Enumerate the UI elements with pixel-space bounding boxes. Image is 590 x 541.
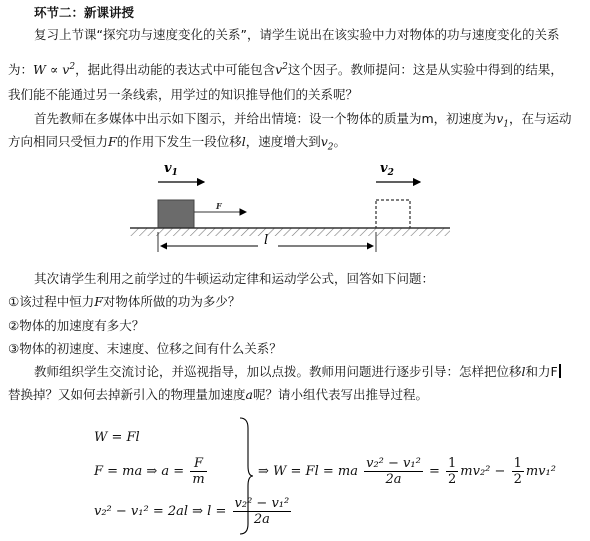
p1-line3: 我们能不能通过另一条线索，用学过的知识推导他们的关系呢？ xyxy=(8,87,359,102)
force-symbol: F xyxy=(108,134,117,149)
question-1: ①该过程中恒力F对物体所做的功为多少？ xyxy=(8,294,241,309)
fraction-half-2: $\frac{1}{2}$ xyxy=(513,456,522,487)
right-brace xyxy=(238,416,254,536)
block-dashed xyxy=(376,200,410,228)
fraction-velocity-over-2a: $\frac{\text{v₂² − v₁²}}{2a}$ xyxy=(234,496,290,527)
equation-work: W = Fl xyxy=(94,430,140,445)
p1-line2 xyxy=(8,58,582,79)
p2-line2: 方向相同只受恒力F的作用下发生一段位移l，速度增大到$v_2$。 xyxy=(8,134,347,153)
block-solid xyxy=(158,200,194,228)
force-label: F xyxy=(216,201,222,211)
p1-line2-post: 这个因子。教师提问：这是从实验中得到的结果， xyxy=(287,62,563,78)
p3-line5: 教师组织学生交流讨论，并巡视指导，加以点拨。教师用问题进行逐步引导：怎样把位移l和力F xyxy=(34,363,582,381)
equation-newton: F = ma ⇒ a = $\frac{F}{m}$ xyxy=(94,456,205,487)
question-3: ③物体的初速度、末速度、位移之间有什么关系？ xyxy=(8,341,282,356)
fraction-f-over-m: $\frac{F}{m}$ xyxy=(192,456,205,487)
p1-line2-mid: ，据此得出动能的表达式中可能包含 xyxy=(75,62,276,78)
p3-line6: 替换掉？又如何去掉新引入的物理量加速度a呢？请小组代表写出推导过程。 xyxy=(8,387,428,402)
equation-result: ⇒ W = Fl = ma $\frac{\text{v₂² − v₁²}}{2a}$ = $\frac{1}{2}$ mv₂² − $\frac{1}{2}$ mv₁² xyxy=(258,456,556,487)
text-caret xyxy=(559,364,561,378)
p3-intro: 其次请学生利用之前学过的牛顿运动定律和运动学公式，回答如下问题： xyxy=(34,271,435,286)
fraction-half-1: $\frac{1}{2}$ xyxy=(448,456,457,487)
question-2: ②物体的加速度有多大？ xyxy=(8,318,145,333)
p1-line1: 复习上节课“探究功与速度变化的关系”，请学生说出在该实验中力对物体的功与速度变化的关系 xyxy=(34,27,560,42)
v2-symbol: $v_2$ xyxy=(320,134,334,153)
p2-line1: 首先教师在多媒体中出示如下图示，并给出情境：设一个物体的质量为m，初速度为$v_1$，在与运动 xyxy=(34,111,572,130)
v1-symbol: $v_1$ xyxy=(496,111,509,130)
fraction-result: $\frac{\text{v₂² − v₁²}}{2a}$ xyxy=(366,456,421,487)
work-proportional-formula: $W \propto v^2$ xyxy=(33,62,76,78)
motion-diagram xyxy=(130,160,450,260)
v-squared: $v^2$ xyxy=(275,62,288,78)
equation-kinematics: v₂² − v₁² = 2al ⇒ l = $\frac{\text{v₂² − v₁²}}{2a}$ xyxy=(94,496,290,527)
v1-label: $v_1$ xyxy=(164,161,178,178)
p1-line2-pre: 为： xyxy=(8,62,34,78)
section-title: 环节二：新课讲授 xyxy=(34,5,135,20)
displacement-label: l xyxy=(264,233,269,248)
v2-label: $v_2$ xyxy=(380,161,394,178)
displacement-symbol: l xyxy=(241,134,246,149)
